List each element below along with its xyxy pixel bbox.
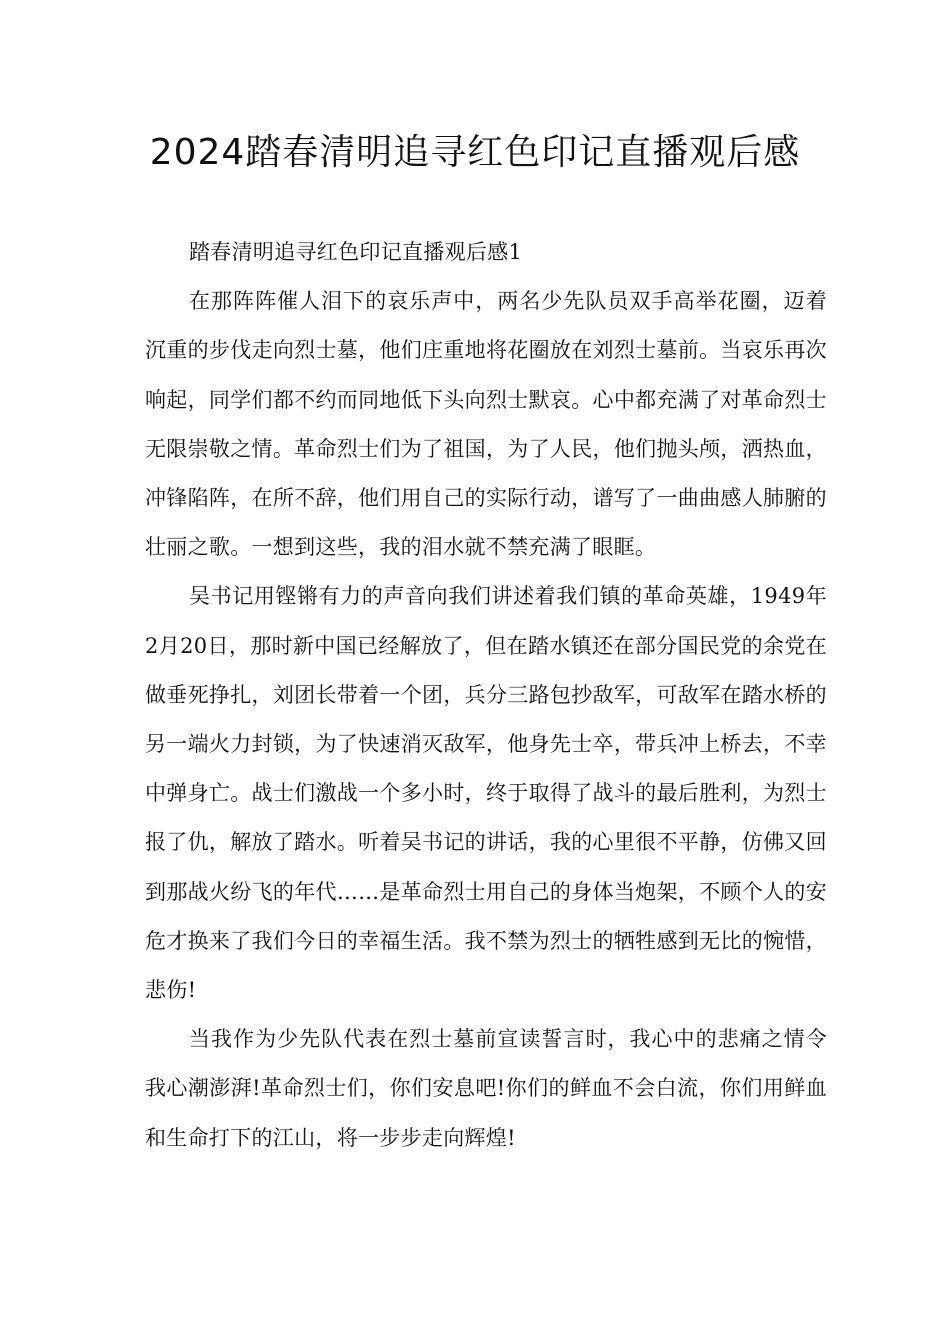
paragraph-1: 在那阵阵催人泪下的哀乐声中，两名少先队员双手高举花圈，迈着沉重的步伐走向烈士墓，他们庄重地将花圈放在刘烈士墓前。当哀乐再次响起，同学们都不约而同地低下头向烈士默哀。心中都充满了对革命烈士无限崇敬之情。革命烈士们为了祖国，为了人民，他们抛头颅，洒热血，冲锋陷阵，在所不辞，他们用自己的实际行动，谱写了一曲曲感人肺腑的壮丽之歌。一想到这些，我的泪水就不禁充满了眼眶。 <box>145 289 827 560</box>
document-body <box>145 228 827 1163</box>
section-subtitle: 踏春清明追寻红色印记直播观后感1 <box>189 240 523 264</box>
paragraph-2: 吴书记用铿锵有力的声音向我们讲述着我们镇的革命英雄，1949年2月20日，那时新中国已经解放了，但在踏水镇还在部分国民党的余党在做垂死挣扎，刘团长带着一个团，兵分三路包抄敌军，可敌军在踏水桥的另一端火力封锁，为了快速消灭敌军，他身先士卒，带兵冲上桥去，不幸中弹身亡。战士们激战一个多小时，终于取得了战斗的最后胜利，为烈士报了仇，解放了踏水。听着吴书记的讲话，我的心里很不平静，仿佛又回到那战火纷飞的年代……是革命烈士用自己的身体当炮架，不顾个人的安危才换来了我们今日的幸福生活。我不禁为烈士的牺牲感到无比的惋惜，悲伤! <box>145 584 827 1003</box>
paragraph-3: 当我作为少先队代表在烈士墓前宣读誓言时，我心中的悲痛之情令我心潮澎湃!革命烈士们，你们安息吧!你们的鲜血不会白流，你们用鲜血和生命打下的江山，将一步步走向辉煌! <box>145 1027 827 1150</box>
document-title: 2024踏春清明追寻红色印记直播观后感 <box>149 132 801 173</box>
